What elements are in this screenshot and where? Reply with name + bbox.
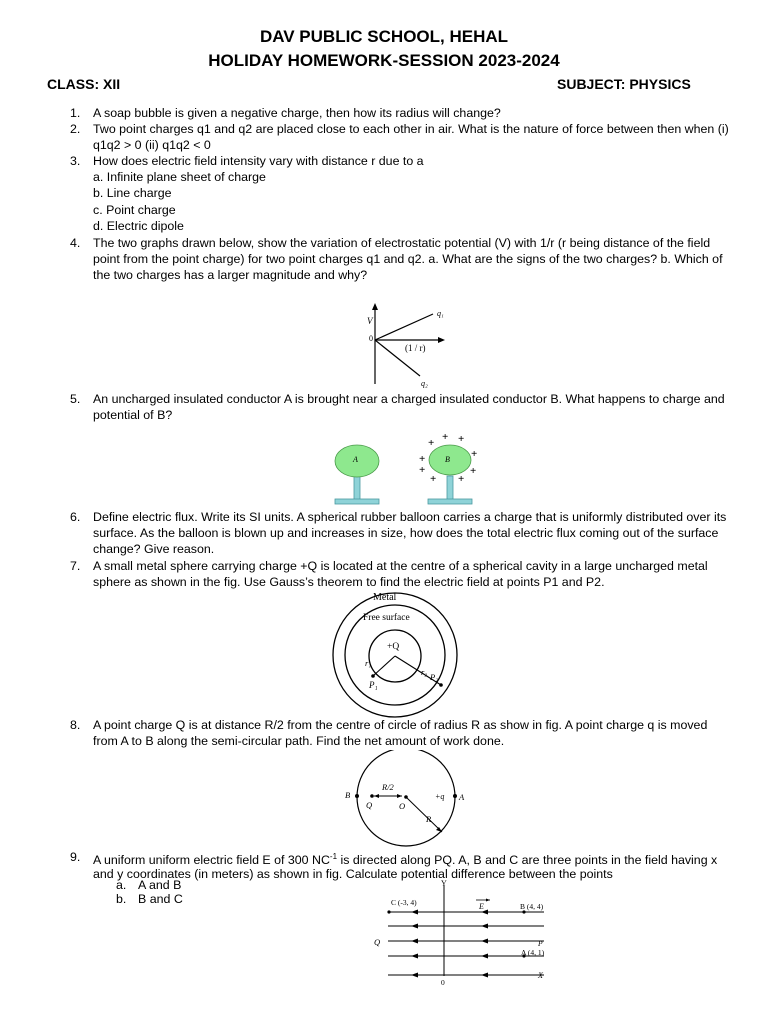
free-surface-label: Free surface [363, 613, 410, 623]
sub-marker: a. [116, 878, 127, 892]
conductor-b-label: B [445, 455, 450, 464]
x-axis-label: X [538, 971, 543, 980]
class-label: CLASS: XII [47, 76, 121, 92]
plus-sign: + [470, 465, 477, 477]
q1-label: q₁ [437, 309, 444, 318]
session-title: HOLIDAY HOMEWORK-SESSION 2023-2024 [208, 51, 560, 70]
v-axis-label: V [367, 316, 373, 326]
a-label: A (4, 1) [521, 948, 545, 957]
r1-label: r₁ [365, 658, 372, 668]
conductor-a-label: A [353, 455, 358, 464]
question-number: 6. [70, 510, 81, 524]
e-vector-arrow [486, 899, 490, 902]
sub-label: A and B [138, 878, 182, 892]
plus-sign: + [458, 473, 465, 485]
radius-line [406, 797, 442, 832]
school-name: DAV PUBLIC SCHOOL, HEHAL [259, 27, 509, 46]
point-p2 [439, 683, 443, 687]
q-label: Q [374, 937, 381, 947]
point-c [387, 910, 390, 913]
plus-sign: + [471, 448, 478, 460]
question-number: 5. [70, 392, 81, 406]
question-text-start: A uniform uniform electric field E of 300 NC [93, 853, 330, 868]
r2-label: r₂ [421, 667, 428, 677]
question-text: Define electric flux. Write its SI units. A spherical rubber balloon carries a charge that is uniformly distributed over its surface. As the balloon is blown up and increases in size, how does the total electric flux coming out of the surface change? Give reason. [93, 510, 727, 557]
b-label: B [345, 790, 351, 800]
inv-r-axis-arrow [438, 337, 445, 343]
plus-sign: + [428, 437, 435, 449]
question-text: A point charge Q is at distance R/2 from the centre of circle of radius R as show in fig. A point charge q is moved from A to B along the semi-circular path. Find the net amount of work done. [93, 718, 708, 749]
plus-sign: + [419, 453, 426, 465]
plus-sign: + [419, 464, 426, 476]
subject-label: SUBJECT: PHYSICS [557, 76, 691, 92]
question-text: A soap bubble is given a negative charge, then how its radius will change? [93, 106, 501, 120]
plus-sign: + [430, 473, 437, 485]
r-label: R [426, 814, 432, 824]
conductors-figure [330, 430, 490, 508]
question-text: Two point charges q1 and q2 are placed close to each other in air. What is the nature of force between then when (i) q1q2 > 0 (ii) q1q2 < 0 [93, 122, 729, 153]
sub-item: c. Point charge [93, 202, 176, 217]
a-label: A [459, 792, 465, 802]
p2-label: P₂ [430, 672, 439, 682]
potential-graph-figure [355, 300, 465, 392]
question-number: 4. [70, 236, 81, 250]
charge-big-q [370, 794, 374, 798]
circle-charge-figure [338, 750, 468, 850]
question-text: An uncharged insulated conductor A is brought near a charged insulated conductor B. What happens to charge and potential of B? [93, 392, 725, 423]
sub-item: d. Electric dipole [93, 218, 184, 233]
question-text: A small metal sphere carrying charge +Q is located at the centre of a spherical cavity in a large uncharged metal sphere as shown in the fig. Use Gauss’s theorem to find the electric field at points P1 and P2. [93, 559, 708, 590]
metal-label: Metal [373, 592, 397, 603]
question-text: The two graphs drawn below, show the variation of electrostatic potential (V) with 1/r (r being distance of the field point from the point charge) for two point charges q1 and q2. a. What are the signs of the two charges? b. Which of the two charges has a larger magnitude and why? [93, 236, 723, 283]
metal-sphere-figure [325, 588, 465, 718]
arrow-right [397, 794, 402, 798]
sub-item: a. Infinite plane sheet of charge [93, 170, 266, 185]
sub-item [116, 892, 183, 906]
point-p1 [371, 674, 375, 678]
question-number: 2. [70, 122, 81, 136]
sub-marker: b. [116, 892, 127, 906]
r1-line [373, 656, 395, 676]
p-label: P [538, 939, 543, 948]
outer-surface [333, 593, 457, 717]
unit-exponent: -1 [329, 852, 338, 861]
uniform-field-figure [366, 876, 566, 988]
question-number: 1. [70, 106, 81, 120]
origin-label: 0 [369, 334, 373, 343]
sub-item: b. Line charge [93, 186, 172, 201]
e-label: E [479, 902, 484, 911]
question-text: How does electric field intensity vary with distance r due to a [93, 154, 424, 168]
question-text-end: is directed along PQ. A, B and C are three points in the field having x and y coordinates (in meters) as shown in fig. Calculate potential difference between the points [93, 853, 718, 882]
radius-arrow [436, 827, 442, 832]
v-axis-arrow [372, 303, 378, 310]
field-lines [388, 912, 544, 975]
q2-label: q₂ [421, 379, 428, 388]
sub-item [116, 878, 181, 892]
plus-sign: + [442, 431, 449, 443]
question-body [93, 153, 730, 234]
origin-label: 0 [441, 978, 445, 987]
sub-label: B and C [138, 892, 183, 906]
conductor-a [335, 445, 379, 504]
point-b [355, 794, 359, 798]
p1-label: P₁ [369, 680, 378, 690]
arrow-left [374, 794, 379, 798]
plus-sign: + [458, 433, 465, 445]
q1-line [375, 314, 433, 340]
charge-label: +Q [387, 642, 400, 652]
question-number: 3. [70, 154, 81, 168]
r-half-label: R/2 [382, 782, 394, 792]
question-number: 9. [70, 850, 81, 864]
y-axis-label: Y [441, 879, 447, 888]
b-label: B (4, 4) [520, 902, 544, 911]
question-number: 7. [70, 559, 81, 573]
o-label: O [399, 801, 406, 811]
point-a [453, 794, 457, 798]
inv-r-label: (1 / r) [405, 343, 426, 353]
center-o [404, 795, 408, 799]
c-label: C (-3, 4) [391, 898, 417, 907]
field-arrows [411, 910, 488, 978]
question-number: 8. [70, 718, 81, 732]
q-big-label: Q [366, 800, 373, 810]
q-small-label: +q [435, 792, 445, 801]
